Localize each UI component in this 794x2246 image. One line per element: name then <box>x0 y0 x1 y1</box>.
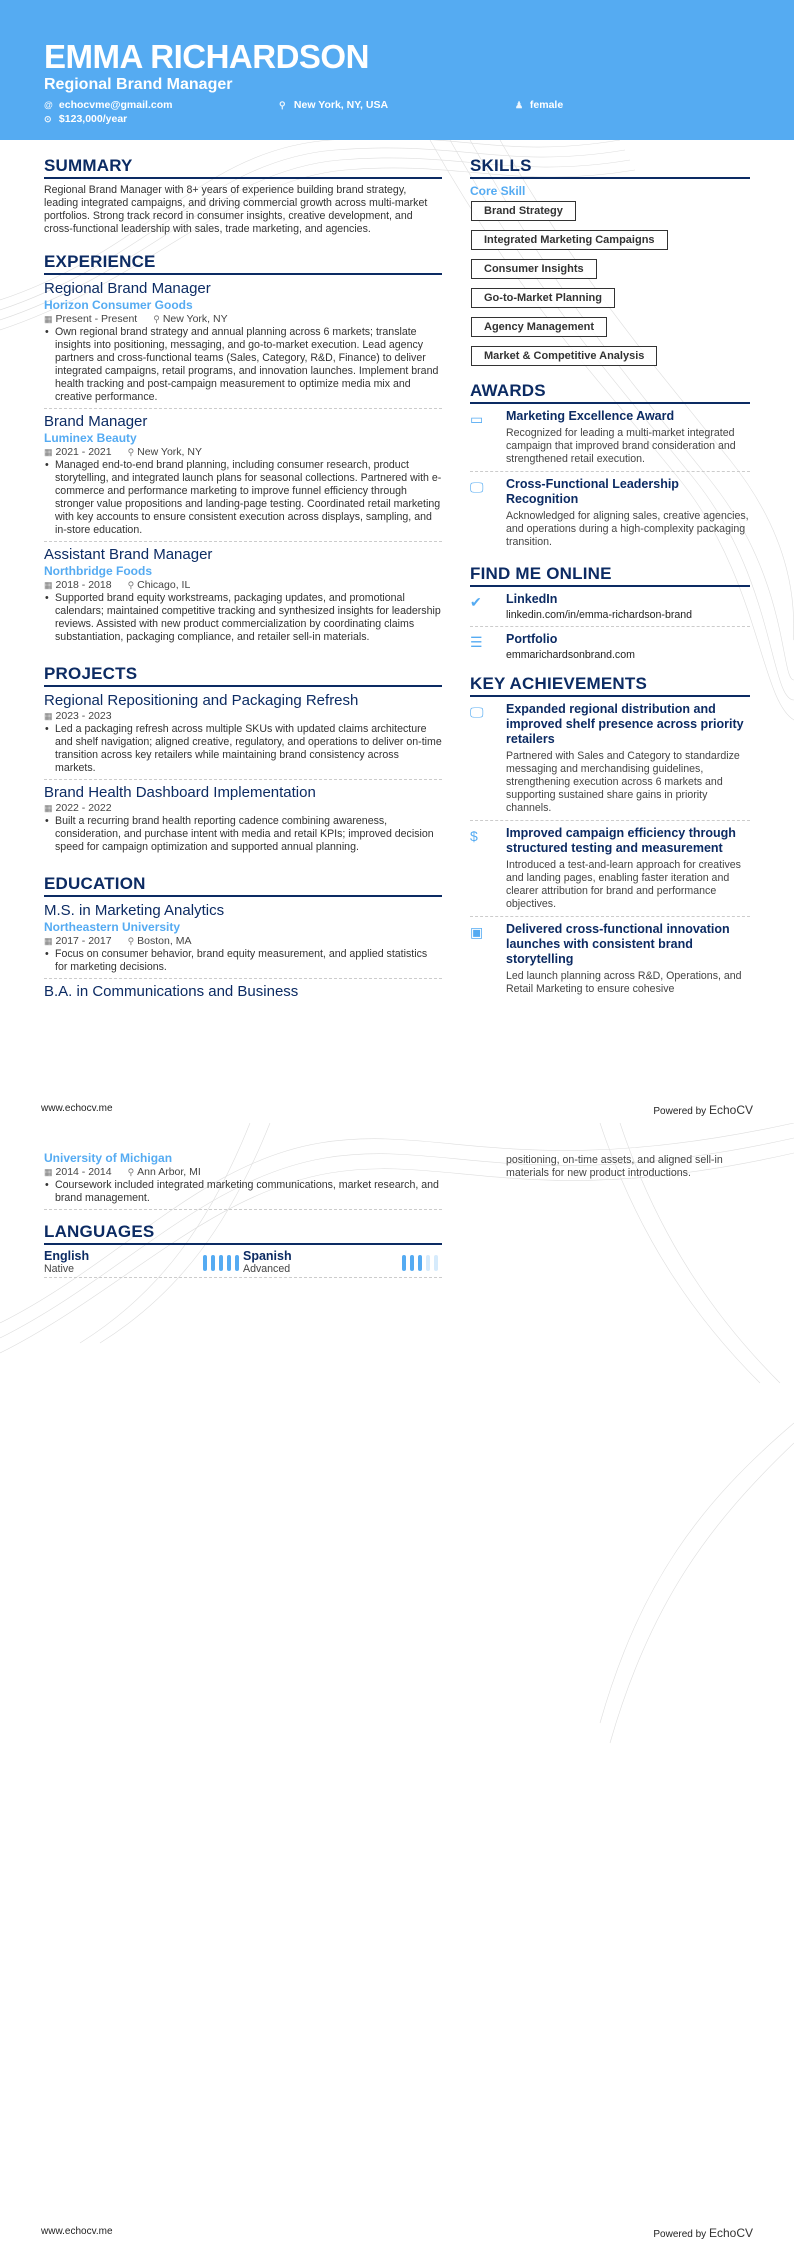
language-item <box>44 1250 243 1275</box>
online-title: Portfolio <box>506 632 558 646</box>
achievement-title: Improved campaign efficiency through structured testing and measurement <box>506 826 736 855</box>
job-bullet: • Managed end-to-end brand planning, including consumer research, product storytelling, and integrated launch plans for seasonal collections. Partnered with e-commerce and performance marketing to improve funnel efficiency through stronger value propositions and landing-page testing. Coordinated retail marketing with key accounts to ensure consistent execution across displays, sampling, and in-store education. <box>44 459 442 537</box>
language-name: English <box>44 1249 90 1263</box>
map-pin-icon: ⚲ <box>127 936 135 946</box>
online-item <box>470 632 750 666</box>
section-heading: LANGUAGES <box>44 1222 442 1245</box>
section-heading: SUMMARY <box>44 156 442 179</box>
edu-bullet: • Coursework included integrated marketing communications, market research, and brand management. <box>44 1179 442 1205</box>
section-heading: EDUCATION <box>44 874 442 897</box>
experience-item <box>44 413 442 542</box>
section-heading: FIND ME ONLINE <box>470 564 750 587</box>
calendar-icon: ▦ <box>44 580 53 590</box>
calendar-icon: ▦ <box>44 1167 53 1177</box>
achievement-desc: Introduced a test-and-learn approach for creatives and landing pages, enabling faster iteration and clearer attribution for brand and performance objectives. <box>506 859 741 910</box>
job-dates: 2018 - 2018 <box>55 579 112 591</box>
contact-email[interactable]: @ echocvme@gmail.com <box>44 99 173 111</box>
edu-location: Ann Arbor, MI <box>137 1166 201 1178</box>
experience-item <box>44 546 442 648</box>
check-circle-icon: ✔ <box>470 594 482 610</box>
language-list <box>44 1250 442 1278</box>
section-heading: EXPERIENCE <box>44 252 442 275</box>
calendar-icon: ▦ <box>44 447 53 457</box>
linkedin-link[interactable]: linkedin.com/in/emma-richardson-brand <box>506 609 693 621</box>
achievement-item <box>470 922 750 1001</box>
job-location: New York, NY <box>162 313 228 325</box>
monitor-icon: 🖵 <box>470 479 484 495</box>
award-title: Cross-Functional Leadership Recognition <box>506 477 679 506</box>
degree: B.A. in Communications and Business <box>44 983 299 1000</box>
experience-item <box>44 280 442 409</box>
contact-gender: ♟ female <box>515 99 564 111</box>
degree: M.S. in Marketing Analytics <box>44 902 225 919</box>
job-title: Brand Manager <box>44 413 148 430</box>
education-item <box>44 902 442 979</box>
candidate-title: Regional Brand Manager <box>44 76 233 93</box>
language-level: Advanced <box>243 1263 291 1275</box>
calendar-icon: ▦ <box>44 314 53 324</box>
online-title: LinkedIn <box>506 592 558 606</box>
project-dates: 2023 - 2023 <box>55 710 112 722</box>
job-dates: Present - Present <box>55 313 138 325</box>
map-pin-icon: ⚲ <box>127 447 135 457</box>
skill-chip: Brand Strategy <box>471 201 576 221</box>
edu-dates: 2014 - 2014 <box>55 1166 112 1178</box>
portfolio-link[interactable]: emmarichardsonbrand.com <box>506 649 635 661</box>
job-location: Chicago, IL <box>137 579 191 591</box>
skill-chip: Go-to-Market Planning <box>471 288 615 308</box>
project-title: Brand Health Dashboard Implementation <box>44 784 316 801</box>
project-item <box>44 692 442 780</box>
skill-chip: Market & Competitive Analysis <box>471 346 657 366</box>
contact-info <box>44 99 750 125</box>
online-section <box>470 564 750 666</box>
job-title: Assistant Brand Manager <box>44 546 213 563</box>
achievement-title: Expanded regional distribution and improved shelf presence across priority retailers <box>506 702 744 746</box>
map-pin-icon: ⚲ <box>279 100 286 110</box>
education-section <box>44 874 442 1005</box>
project-title: Regional Repositioning and Packaging Refresh <box>44 692 359 709</box>
languages-section <box>44 1222 442 1278</box>
footer-powered: Powered by EchoCV <box>653 1103 753 1117</box>
job-bullet: • Own regional brand strategy and annual planning across 6 markets; translate insights into positioning, messaging, and go-to-market execution. Lead agency partners and cross-functional teams (Sales, Category, R&D, Finance) to deliver integrated campaigns, retail programs, and innovation launches. Implement brand health tracking and post-campaign measurement to optimize media mix and creative performance. <box>44 326 442 404</box>
school-name: Northeastern University <box>44 920 181 934</box>
award-item <box>470 477 750 554</box>
section-heading: AWARDS <box>470 381 750 404</box>
battery-icon: ▭ <box>470 411 484 427</box>
achievement-desc: Partnered with Sales and Category to standardize messaging and merchandising guidelines, strengthening execution across 6 markets and supporting sustained share gains in priority channels. <box>506 750 740 814</box>
page-2 <box>0 1123 794 2246</box>
job-bullet: • Supported brand equity workstreams, packaging updates, and promotional calendars; maintained competitive tracking and synthesized insights for leadership reviews. Assisted with new product commercialization by coordinating claims substantiation, packaging compliance, and retailer sell-in materials. <box>44 592 442 644</box>
online-item <box>470 592 750 627</box>
skill-chip: Agency Management <box>471 317 607 337</box>
footer-site[interactable]: www.echocv.me <box>41 1103 113 1114</box>
at-icon: @ <box>44 100 53 110</box>
left-column <box>44 140 442 1009</box>
edu-location: Boston, MA <box>137 935 192 947</box>
right-column-cont <box>470 1151 750 1278</box>
award-desc: Acknowledged for aligning sales, creative agencies, and operations during a high-complexity packaging transition. <box>506 510 749 548</box>
contact-location: ⚲ New York, NY, USA <box>279 99 389 111</box>
language-level: Native <box>44 1263 75 1275</box>
left-column-cont <box>44 1151 442 1278</box>
edu-dates: 2017 - 2017 <box>55 935 112 947</box>
job-title: Regional Brand Manager <box>44 280 211 297</box>
company-name: Horizon Consumer Goods <box>44 298 193 312</box>
awards-section <box>470 381 750 554</box>
skill-chip: Consumer Insights <box>471 259 597 279</box>
projects-section <box>44 664 442 858</box>
money-icon: ⊙ <box>44 114 52 124</box>
map-pin-icon: ⚲ <box>153 314 160 324</box>
award-title: Marketing Excellence Award <box>506 409 675 423</box>
achievement-desc-cont: positioning, on-time assets, and aligned sell-in materials for new product introductions. <box>506 1154 723 1179</box>
chip-icon: ▣ <box>470 924 484 940</box>
education-item <box>44 983 442 1005</box>
skill-chip: Integrated Marketing Campaigns <box>471 230 668 250</box>
monitor-icon: 🖵 <box>470 704 484 720</box>
language-name: Spanish <box>243 1249 292 1263</box>
footer-powered: Powered by EchoCV <box>653 2226 753 2240</box>
section-heading: PROJECTS <box>44 664 442 687</box>
candidate-name: EMMA RICHARDSON <box>44 38 369 75</box>
dollar-icon: $ <box>470 828 478 844</box>
footer-site[interactable]: www.echocv.me <box>41 2226 113 2237</box>
job-dates: 2021 - 2021 <box>55 446 112 458</box>
right-column <box>470 140 750 1009</box>
summary-section <box>44 156 442 236</box>
wave-background <box>0 1123 794 2246</box>
footer-brand: EchoCV <box>708 1103 753 1117</box>
project-bullet: • Led a packaging refresh across multiple SKUs with updated claims architecture and shelf navigation; aligned creative, regulatory, and operations to deliver on-time transition across key retailers while maintaining brand consistency across markets. <box>44 723 442 775</box>
page-footer <box>41 2226 753 2240</box>
achievement-desc: Led launch planning across R&D, Operations, and Retail Marketing to ensure cohesive <box>506 970 742 995</box>
language-item <box>243 1250 442 1275</box>
map-pin-icon: ⚲ <box>127 580 135 590</box>
project-bullet: • Built a recurring brand health reporting cadence combining awareness, consideration, and purchase intent with media and retail KPIs; improved decision speed for campaign optimization and supported annual planning. <box>44 815 442 854</box>
award-item <box>470 409 750 472</box>
achievement-item <box>470 826 750 917</box>
project-item <box>44 784 442 858</box>
company-name: Luminex Beauty <box>44 431 137 445</box>
footer-brand: EchoCV <box>708 2226 753 2240</box>
school-name: University of Michigan <box>44 1151 173 1165</box>
achievements-section <box>470 674 750 1001</box>
proficiency-bars <box>203 1255 239 1271</box>
company-name: Northbridge Foods <box>44 564 152 578</box>
education-item-cont <box>44 1151 442 1210</box>
experience-section <box>44 252 442 648</box>
summary-text: Regional Brand Manager with 8+ years of experience building brand strategy, leading integrated campaigns, and driving commercial growth across multi-market portfolios. Strong track record in consumer insights, creative development, and cross-functional leadership with sales, trade marketing, and agencies. <box>44 184 428 235</box>
skill-group-label: Core Skill <box>470 184 526 198</box>
section-heading: KEY ACHIEVEMENTS <box>470 674 750 697</box>
achievement-item <box>470 702 750 821</box>
page-footer <box>41 1103 753 1117</box>
align-icon: ☰ <box>470 634 483 650</box>
map-pin-icon: ⚲ <box>127 1167 135 1177</box>
contact-salary: ⊙ $123,000/year <box>44 113 128 125</box>
calendar-icon: ▦ <box>44 711 53 721</box>
person-icon: ♟ <box>515 100 524 110</box>
achievement-title: Delivered cross-functional innovation launches with consistent brand storytelling <box>506 922 730 966</box>
edu-bullet: • Focus on consumer behavior, brand equity measurement, and applied statistics for marketing decisions. <box>44 948 442 974</box>
calendar-icon: ▦ <box>44 803 53 813</box>
skills-section <box>470 156 750 375</box>
job-location: New York, NY <box>137 446 202 458</box>
resume-header <box>0 0 794 140</box>
skill-chip-list <box>470 201 750 375</box>
section-heading: SKILLS <box>470 156 750 179</box>
calendar-icon: ▦ <box>44 936 53 946</box>
project-dates: 2022 - 2022 <box>55 802 112 814</box>
award-desc: Recognized for leading a multi-market integrated campaign that improved brand consideration and strengthened retail execution. <box>506 427 736 465</box>
proficiency-bars <box>402 1255 438 1271</box>
